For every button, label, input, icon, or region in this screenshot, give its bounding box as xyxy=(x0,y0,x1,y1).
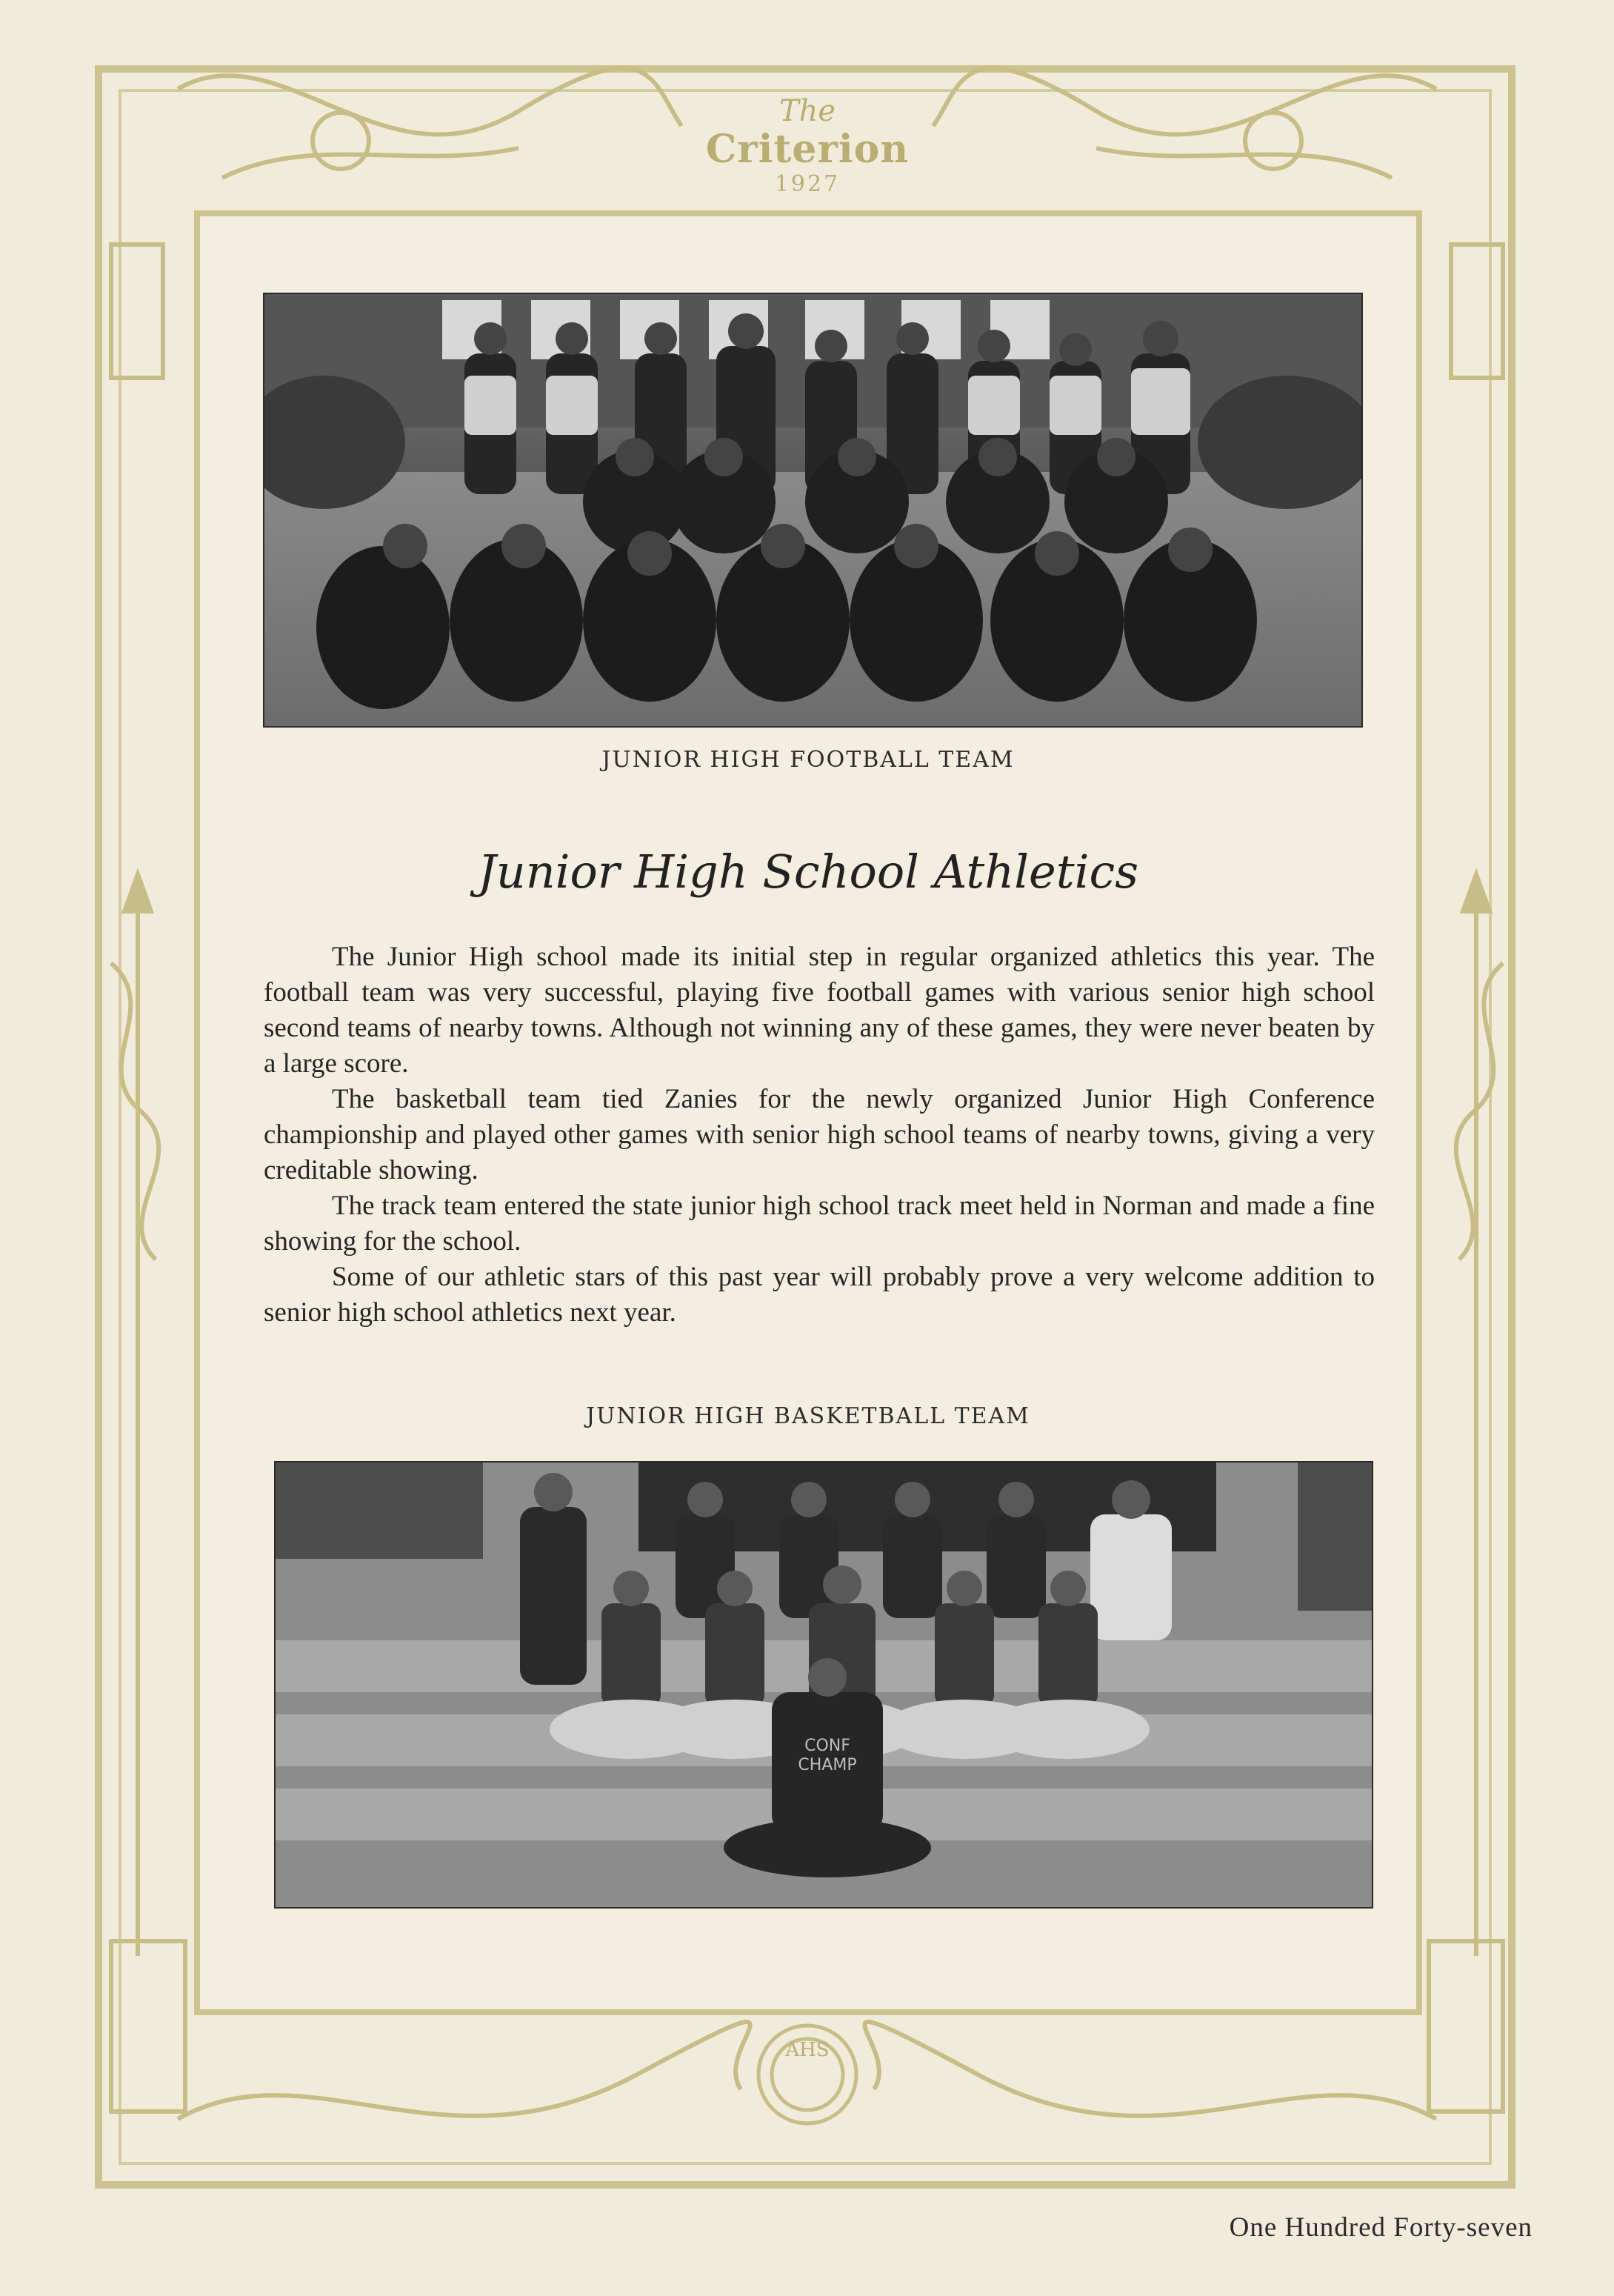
crest-text: AHS xyxy=(785,2039,830,2061)
article-heading: Junior High School Athletics xyxy=(477,845,1139,899)
article-body xyxy=(264,939,1375,1331)
basketball-caption: JUNIOR HIGH BASKETBALL TEAM xyxy=(586,1403,1030,1429)
sweater-lettering: CONF CHAMP xyxy=(798,1737,857,1774)
paragraph-1: The Junior High school made its initial step in regular organized athletics this year. The football team was very successful, playing five football games with various senior high school second teams of nearby towns. Although not winning any of these games, they were never beaten by a large score. xyxy=(264,942,1375,1079)
basketball-team-photo xyxy=(274,1461,1373,1909)
paragraph-3: The track team entered the state junior high school track meet held in Norman and made a fine showing for the school. xyxy=(264,1191,1375,1257)
football-caption: JUNIOR HIGH FOOTBALL TEAM xyxy=(601,747,1015,773)
paragraph-4: Some of our athletic stars of this past year will probably prove a very welcome addition to senior high school athletics next year. xyxy=(264,1262,1375,1328)
football-photo-image xyxy=(264,294,1363,728)
page-number: One Hundred Forty-seven xyxy=(1229,2212,1533,2243)
football-team-photo xyxy=(263,293,1363,728)
masthead-year: 1927 xyxy=(774,171,841,197)
masthead-title: Criterion xyxy=(705,127,910,172)
masthead-the: The xyxy=(778,94,836,128)
basketball-photo-image xyxy=(276,1463,1373,1909)
masthead xyxy=(689,95,926,197)
paragraph-2: The basketball team tied Zanies for the newly organized Junior High Conference championship and played other games with senior high school teams of nearby towns, giving a very creditable showing. xyxy=(264,1084,1375,1185)
